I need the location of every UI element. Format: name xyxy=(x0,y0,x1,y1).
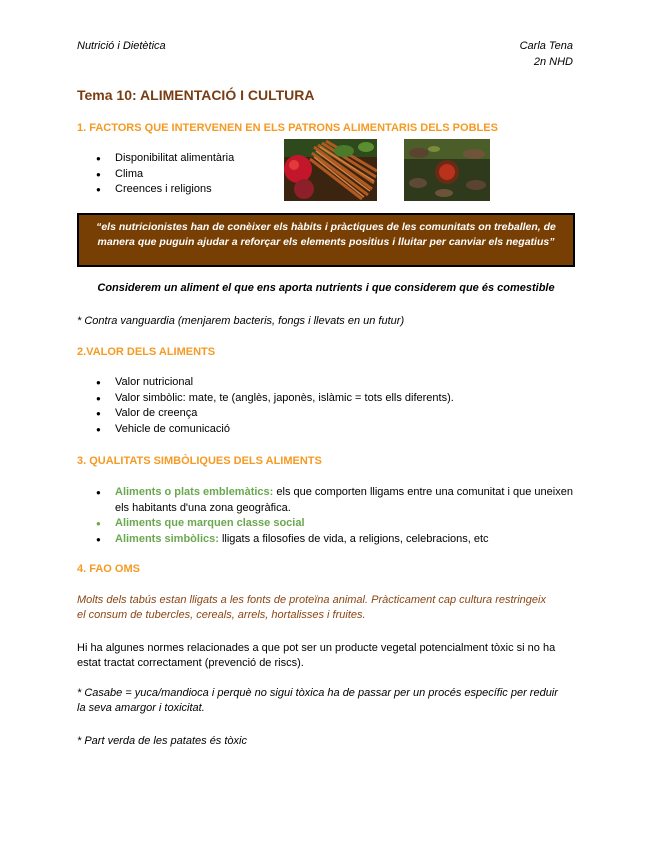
list-item: ● Clima xyxy=(77,167,277,183)
section-heading-4: 4. FAO OMS xyxy=(77,563,140,575)
quote-box: “els nutricionistes han de conèixer els hàbits i pràctiques de les comunitats on treballen, de manera que puguin ajudar a reforçar els elements positius i lluitar per canviar els negatius” xyxy=(77,213,575,267)
factors-list xyxy=(77,151,277,198)
list-item: ● Valor nutricional xyxy=(77,375,575,391)
item-label: Aliments simbòlics: xyxy=(115,532,219,545)
definition-statement: Considerem un aliment el que ens aporta nutrients i que considerem que és comestible xyxy=(97,282,555,294)
header-author: Carla Tena xyxy=(519,40,573,52)
section-heading-1: 1. FACTORS QUE INTERVENEN EN ELS PATRONS ALIMENTARIS DELS POBLES xyxy=(77,122,498,134)
list-item: ● Vehicle de comunicació xyxy=(77,422,575,438)
list-item xyxy=(77,516,577,532)
list-item: ● Creences i religions xyxy=(77,182,277,198)
food-photo-insects-and-sauce xyxy=(404,139,490,201)
list-item: ● Valor simbòlic: mate, te (anglès, japonès, islàmic = tots ells diferents). xyxy=(77,391,575,407)
list-item: ● Valor de creença xyxy=(77,406,575,422)
note-casabe: * Casabe = yuca/mandioca i perquè no sigui tòxica ha de passar per un procés específic per reduir la seva amargor i toxicitat. xyxy=(77,687,558,714)
note-potatoes: * Part verda de les patates és tòxic xyxy=(77,735,247,747)
item-label: Aliments que marquen classe social xyxy=(115,517,305,529)
taboo-paragraph: Molts dels tabús estan lligats a les fonts de proteïna animal. Pràcticament cap cultura restringeix el consum de tubercles, cereals, arrels, hortalisses i fruites. xyxy=(77,594,546,621)
header-course: 2n NHD xyxy=(533,56,573,68)
section-heading-2: 2.VALOR DELS ALIMENTS xyxy=(77,346,216,358)
toxic-paragraph: Hi ha algunes normes relacionades a que pot ser un producte vegetal potencialment tòxic si no ha estat tractat correctament (prevenció de riscs). xyxy=(77,642,556,669)
list-item: ● Disponibilitat alimentària xyxy=(77,151,277,167)
note-vanguardia: * Contra vanguardia (menjarem bacteris, fongs i llevats en un futur) xyxy=(77,315,405,327)
header-subject: Nutrició i Dietètica xyxy=(77,40,166,52)
item-text: lligats a filosofies de vida, a religions, celebracions, etc xyxy=(218,532,489,545)
list-item xyxy=(77,485,577,516)
page-title: Tema 10: ALIMENTACIÓ I CULTURA xyxy=(77,87,315,103)
food-photo-worms-and-vegetables xyxy=(284,139,377,201)
item-text: els que comporten lligams entre una comunitat i que uneixen els habitants d'una zona geogràfica. xyxy=(115,486,573,514)
item-label: Aliments o plats emblemàtics: xyxy=(115,486,274,498)
symbolic-list xyxy=(77,485,577,547)
list-item xyxy=(77,532,577,548)
values-list xyxy=(77,375,575,437)
section-heading-3: 3. QUALITATS SIMBÒLIQUES DELS ALIMENTS xyxy=(77,455,322,467)
